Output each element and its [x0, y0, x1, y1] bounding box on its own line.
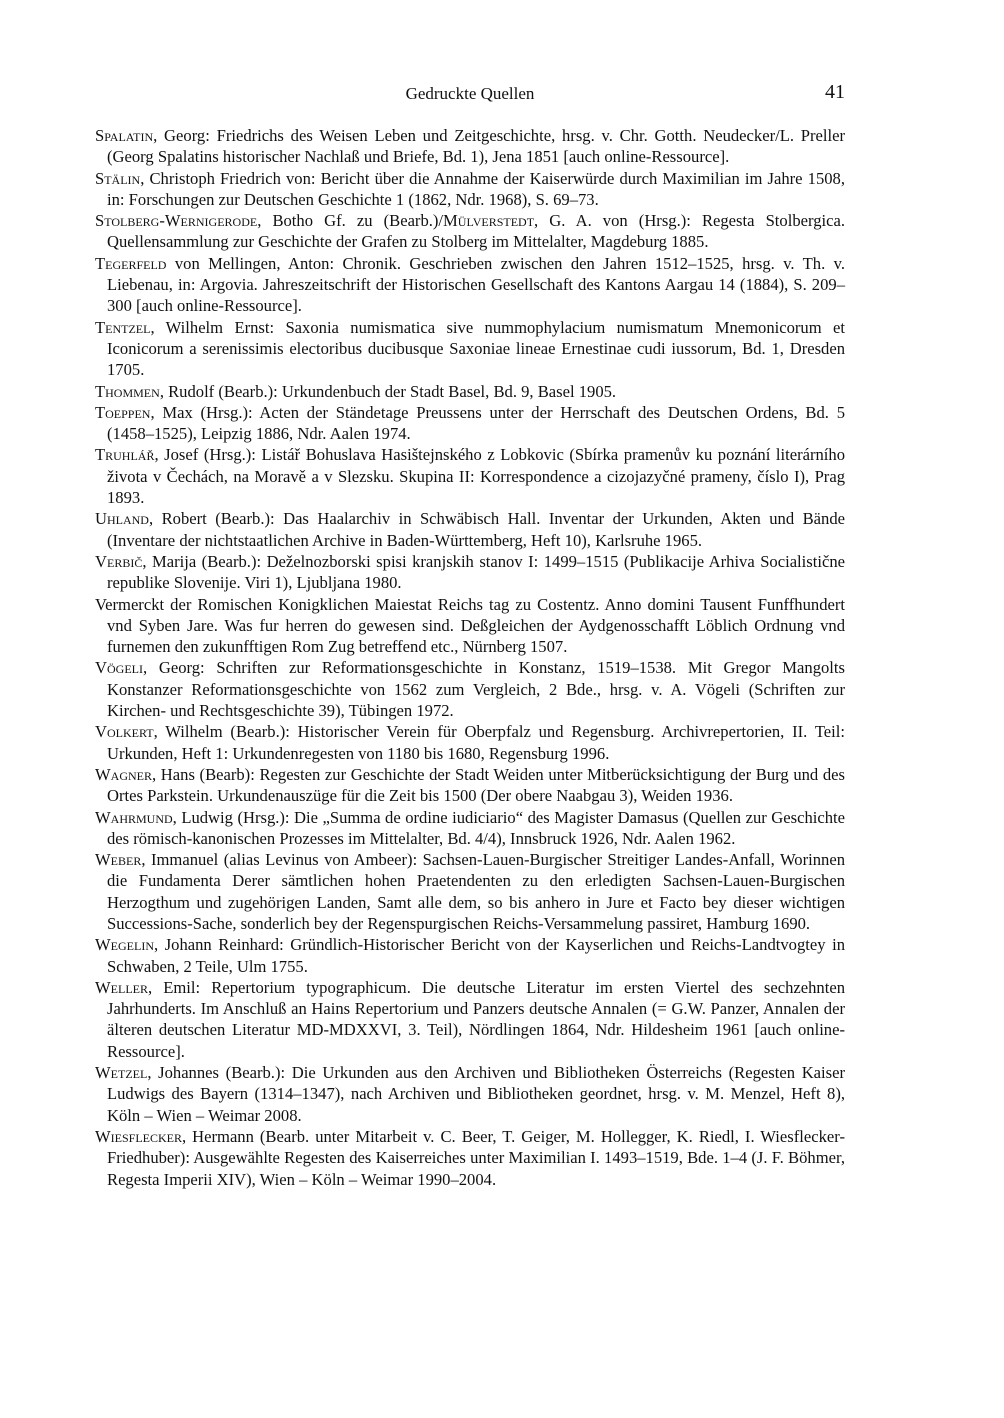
bibliography-entry — [95, 764, 845, 807]
entry-author: Wiesflecker — [95, 1126, 182, 1146]
bibliography-entry — [95, 210, 845, 253]
bibliography-entry — [95, 253, 845, 317]
entry-text: , Christoph Friedrich von: Bericht über die Annahme der Kaiserwürde durch Maximilian im Jahre 1508, in: Forschungen zur Deutschen Geschichte 1 (1862, Ndr. 1968), S. 69–73. — [107, 168, 845, 209]
bibliography-entry — [95, 168, 845, 211]
entry-text: , Ludwig (Hrsg.): Die „Summa de ordine iudiciario“ des Magister Damasus (Quellen zur Geschichte des römisch-kanonischen Prozesses im Mittelalter, Bd. 4/4), Innsbruck 1926, Ndr. Aalen 1962. — [107, 807, 845, 848]
entry-text: Vermerckt der Romischen Konigklichen Maiestat Reichs tag zu Costentz. Anno domini Tausent Funffhundert vnd Syben Jare. Was fur herren do gewesen sind. Deßgleichen der Aydgenosschafft Löblich Ordnung vnd furnemen den zukunfftigen Rom Zug betreffend etc., Nürnberg 1507. — [95, 594, 845, 657]
entry-text: , Georg: Friedrichs des Weisen Leben und Zeitgeschichte, hrsg. v. Chr. Gotth. Neudecker/L. Preller (Georg Spalatins historischer Nachlaß und Briefe, Bd. 1), Jena 1851 [auch online-Ressource]. — [107, 126, 845, 167]
entry-author: Volkert — [95, 722, 154, 742]
entry-text: , Emil: Repertorium typographicum. Die deutsche Literatur im ersten Viertel des sechzehnten Jahrhunderts. Im Anschluß an Hains Repertorium und Panzers deutsche Annalen (= G.W. Panzer, Annalen der älteren deutschen Literatur MD-MDXXVI, 3. Teil), Nördlingen 1864, Ndr. Hildesheim 1961 [auch online-Ressource]. — [107, 977, 845, 1061]
bibliography-entry — [95, 1062, 845, 1126]
entry-text: , Josef (Hrsg.): Listář Bohuslava Hasištejnského z Lobkovic (Sbírka pramenův ku poznání literárního života v Čechách, na Moravě a v Slezsku. Skupina II: Korrespondence a cizojazyčné prameny, číslo I), Prag 1893. — [107, 445, 845, 508]
entry-author: Stolberg-Wernigerode — [95, 211, 258, 231]
page-header — [95, 82, 845, 106]
bibliography-entry — [95, 594, 845, 658]
bibliography-entry — [95, 721, 845, 764]
entry-text-secondary: , G. A. von (Hrsg.): Regesta Stolbergica. Quellensammlung zur Geschichte der Grafen zu Stolberg im Mittelalter, Magdeburg 1885. — [107, 211, 845, 252]
entry-author: Thommen — [95, 381, 160, 401]
page-number: 41 — [825, 81, 845, 103]
entry-author: Wahrmund — [95, 807, 173, 827]
entry-text: , Botho Gf. zu (Bearb.)/ — [257, 211, 444, 231]
bibliography-entry — [95, 551, 845, 594]
entry-text: , Immanuel (alias Levinus von Ambeer): Sachsen-Lauen-Burgischer Streitiger Landes-Anfall, Worinnen die Fundamenta Derer sämtlichen hohen Praetendenten zu den erledigten Sachsen-Lauen-Burgischen Herzogthum und zugehörigen Landen, Samt alle dem, so bis anhero in Jure et Facto bey dieser wichtigen Successions-Sache, sonderlich bey der Regenspurgischen Reichs-Versammelung passiret, Hamburg 1690. — [107, 850, 845, 933]
entry-text: , Hermann (Bearb. unter Mitarbeit v. C. Beer, T. Geiger, M. Hollegger, K. Riedl, I. Wiesflecker-Friedhuber): Ausgewählte Regesten des Kaiserreiches unter Maximilian I. 1493–1519, Bde. 1–4 (J. F. Böhmer, Regesta Imperii XIV), Wien – Köln – Weimar 1990–2004. — [107, 1126, 845, 1189]
entry-author: Uhland — [95, 509, 149, 529]
entry-text: , Robert (Bearb.): Das Haalarchiv in Schwäbisch Hall. Inventar der Urkunden, Akten und Bände (Inventare der nichtstaatlichen Archive in Baden-Württemberg, Heft 10), Karlsruhe 1965. — [107, 509, 845, 550]
running-head: Gedruckte Quellen — [405, 84, 535, 103]
entry-text: , Rudolf (Bearb.): Urkundenbuch der Stadt Basel, Bd. 9, Basel 1905. — [159, 381, 617, 401]
bibliography-entry — [95, 849, 845, 934]
bibliography-entry — [95, 977, 845, 1062]
entry-text: , Marija (Bearb.): Deželnozborski spisi kranjskih stanov I: 1499–1515 (Publikacije Arhiva Socialistične republike Slovenije. Viri 1), Ljubljana 1980. — [107, 551, 845, 593]
bibliography-entry — [95, 381, 845, 402]
entry-author: Wagner — [95, 764, 152, 784]
entry-author: Verbič — [95, 551, 143, 571]
entry-author: Wetzel — [95, 1063, 148, 1083]
bibliography-entry — [95, 317, 845, 381]
entry-text: , Georg: Schriften zur Reformationsgeschichte in Konstanz, 1519–1538. Mit Gregor Mangolts Konstanzer Reformationsgeschichte von 1562 zum Vergleich, 2 Bde., hrsg. v. A. Vögeli (Schriften zur Kirchen- und Rechtsgeschichte 39), Tübingen 1972. — [107, 658, 845, 721]
entry-text: von Mellingen, Anton: Chronik. Geschrieben zwischen den Jahren 1512–1525, hrsg. v. Th. v. Liebenau, in: Argovia. Jahreszeitschrift der Historischen Gesellschaft des Kantons Aargau 14 (1884), S. 209–300 [auch online-Ressource]. — [107, 253, 845, 316]
bibliography-entry — [95, 125, 845, 168]
entry-text: , Hans (Bearb): Regesten zur Geschichte der Stadt Weiden unter Mitberücksichtigung der Burg und des Ortes Parkstein. Urkundenauszüge für die Zeit bis 1500 (Der obere Naabgau 3), Weiden 1936. — [107, 764, 845, 806]
bibliography-entry — [95, 807, 845, 850]
bibliography-entry — [95, 508, 845, 551]
bibliography-entry — [95, 402, 845, 445]
entry-author-secondary: Mülverstedt — [443, 211, 535, 231]
entry-author: Spalatin — [95, 126, 154, 145]
entry-text: , Max (Hrsg.): Acten der Ständetage Preussens unter der Herrschaft des Deutschen Ordens, Bd. 5 (1458–1525), Leipzig 1886, Ndr. Aalen 1974. — [107, 402, 845, 444]
bibliography-entry — [95, 657, 845, 721]
entry-author: Stälin — [95, 168, 141, 188]
entry-author: Toeppen — [95, 402, 151, 422]
bibliography-list — [95, 125, 845, 1190]
entry-author: Truhlář — [95, 445, 155, 465]
entry-text: , Johannes (Bearb.): Die Urkunden aus den Archiven und Bibliotheken Österreichs (Regesten Kaiser Ludwigs des Bayern (1314–1347), nach Archiven und Bibliotheken geordnet, hrsg. v. M. Menzel, Heft 8), Köln – Wien – Weimar 2008. — [107, 1063, 845, 1125]
entry-author: Tegerfeld — [95, 253, 167, 273]
entry-author: Vögeli — [95, 658, 143, 678]
bibliography-entry — [95, 1126, 845, 1190]
entry-text: , Wilhelm Ernst: Saxonia numismatica sive nummophylacium numismatum Mnemonicorum et Iconicorum a serenissimis electoribus ducibusque Saxoniae lineae Ernestinae cudi iussorum, Bd. 1, Dresden 1705. — [107, 317, 845, 380]
entry-author: Weber — [95, 850, 142, 870]
entry-author: Wegelin — [95, 935, 154, 955]
bibliography-entry — [95, 444, 845, 508]
bibliography-entry — [95, 934, 845, 977]
entry-text: , Wilhelm (Bearb.): Historischer Verein für Oberpfalz und Regensburg. Archivrepertorien, II. Teil: Urkunden, Heft 1: Urkundenregesten von 1180 bis 1680, Regensburg 1996. — [107, 722, 845, 763]
entry-author: Weller — [95, 977, 148, 997]
entry-author: Tentzel — [95, 317, 151, 337]
entry-text: , Johann Reinhard: Gründlich-Historischer Bericht von der Kayserlichen und Reichs-Landtvogtey in Schwaben, 2 Teile, Ulm 1755. — [107, 935, 845, 976]
